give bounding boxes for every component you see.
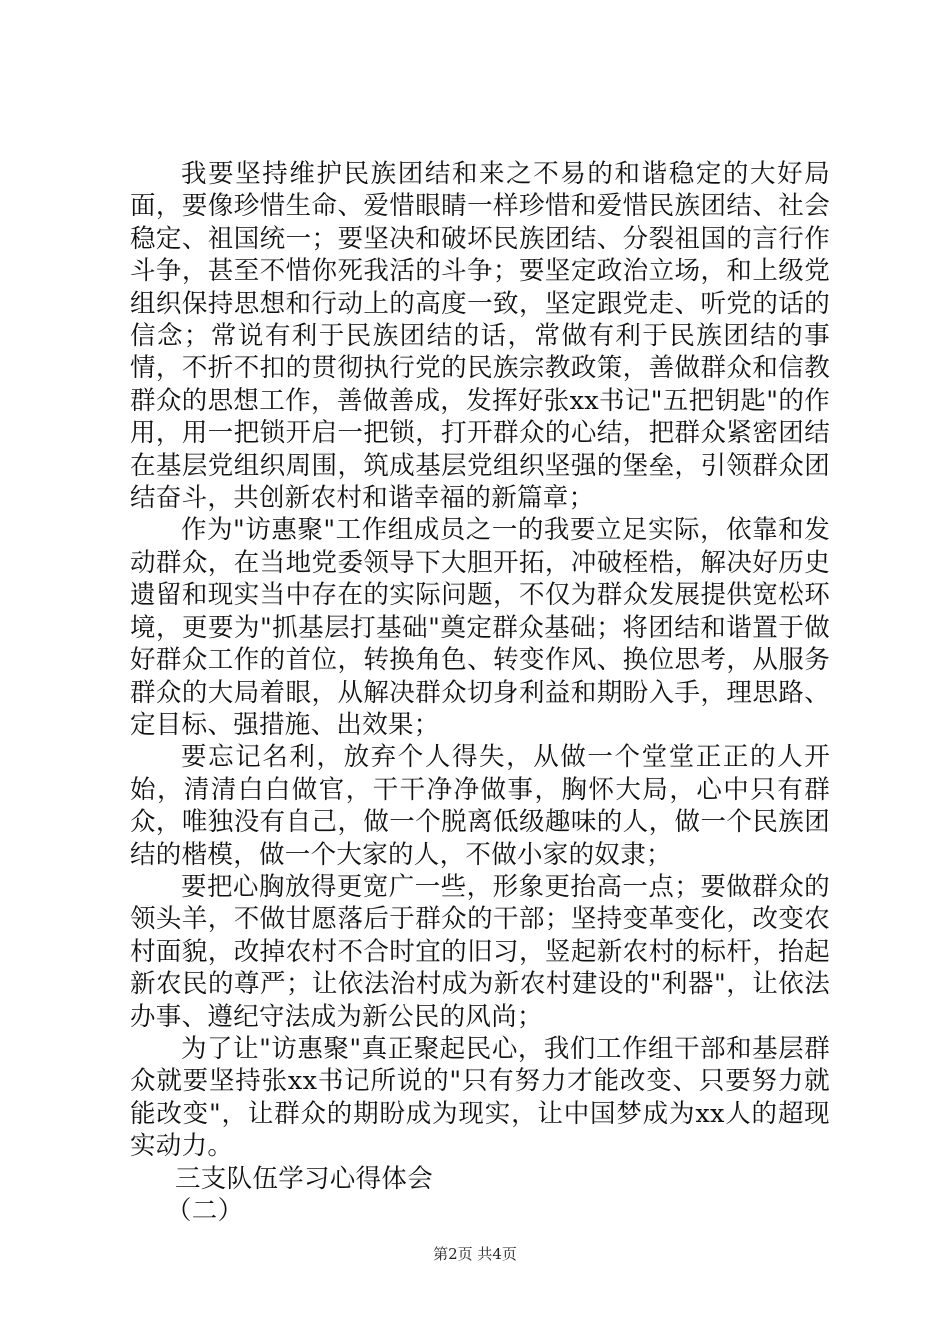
page-footer: 第2页 共4页 [433, 1245, 517, 1263]
paragraph-3: 要忘记名利，放弃个人得失，从做一个堂堂正正的人开始，清清白白做官，干干净净做事，胸怀大局，心中只有群众，唯独没有自己，做一个脱离低级趣味的人，做一个民族团结的楷模，做一个大家的人，不做小家的奴隶； [130, 742, 830, 870]
paragraph-4: 要把心胸放得更宽广一些，形象更抬高一点；要做群众的领头羊，不做甘愿落后于群众的干部；坚持变革变化，改变农村面貌，改掉农村不合时宜的旧习，竖起新农村的标杆，抬起新农民的尊严；让依法治村成为新农村建设的"利器"，让依法办事、遵纪守法成为新公民的风尚； [130, 871, 830, 1032]
paragraph-1: 我要坚持维护民族团结和来之不易的和谐稳定的大好局面，要像珍惜生命、爱惜眼睛一样珍惜和爱惜民族团结、社会稳定、祖国统一；要坚决和破坏民族团结、分裂祖国的言行作斗争，甚至不惜你死我活的斗争；要坚定政治立场，和上级党组织保持思想和行动上的高度一致，坚定跟党走、听党的话的信念；常说有利于民族团结的话，常做有利于民族团结的事情，不折不扣的贯彻执行党的民族宗教政策，善做群众和信教群众的思想工作，善做善成，发挥好张xx书记"五把钥匙"的作用，用一把锁开启一把锁，打开群众的心结，把群众紧密团结在基层党组织周围，筑成基层党组织坚强的堡垒，引领群众团结奋斗，共创新农村和谐幸福的新篇章； [130, 159, 830, 514]
paragraph-5: 为了让"访惠聚"真正聚起民心，我们工作组干部和基层群众就要坚持张xx书记所说的"只有努力才能改变、只要努力就能改变"，让群众的期盼成为现实，让中国梦成为xx人的超现实动力。 [130, 1033, 830, 1162]
section-heading: 三支队伍学习心得体会 [175, 1163, 434, 1194]
document-body [130, 158, 830, 1227]
paragraph-2: 作为"访惠聚"工作组成员之一的我要立足实际，依靠和发动群众，在当地党委领导下大胆开拓，冲破桎梏，解决好历史遗留和现实当中存在的实际问题，不仅为群众发展提供宽松环境，更要为"抓基层打基础"奠定群众基础；将团结和谐置于做好群众工作的首位，转换角色、转变作风、换位思考，从服务群众的大局着眼，从解决群众切身利益和期盼入手，理思路、定目标、强措施、出效果； [130, 515, 830, 740]
section-subheading: （二） [166, 1196, 244, 1226]
